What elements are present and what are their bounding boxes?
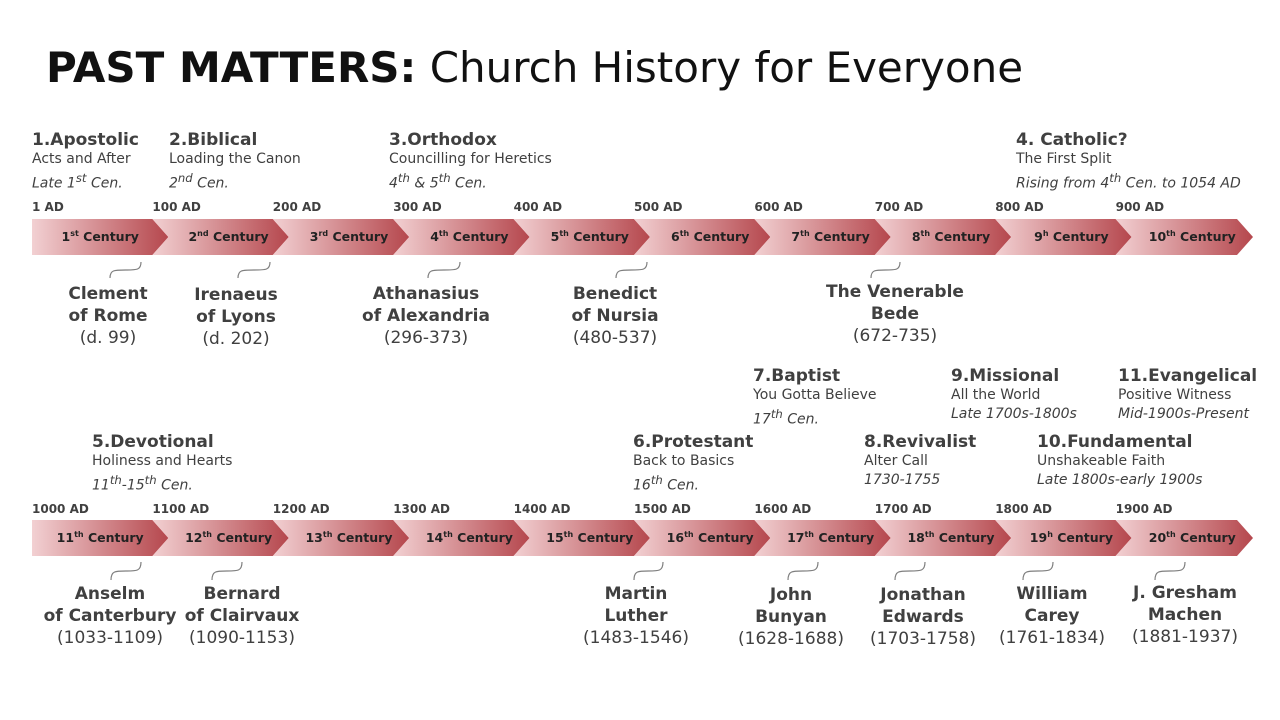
person-dates: (1483-1546) <box>583 628 689 648</box>
century-text: 11th Century <box>56 530 144 546</box>
connector-bracket <box>1023 562 1053 580</box>
era-heading: 1.Apostolic <box>32 130 139 150</box>
era-subtitle: You Gotta Believe <box>753 387 877 403</box>
era-heading: 11.Evangelical <box>1118 366 1258 386</box>
person-name-line2: Bunyan <box>755 607 827 627</box>
person-name-line2: Machen <box>1147 605 1223 625</box>
person-dates: (1090-1153) <box>189 628 295 648</box>
tick-label: 1000 AD <box>32 502 89 516</box>
person-name: Jonathan <box>880 585 966 605</box>
century-text: 17th Century <box>787 530 875 546</box>
century-text: 12th Century <box>185 530 273 546</box>
era-heading: 7.Baptist <box>753 366 841 386</box>
era-date: Rising from 4th Cen. to 1054 AD <box>1016 171 1241 192</box>
tick-label: 200 AD <box>272 200 322 214</box>
tick-label: 1900 AD <box>1115 502 1173 516</box>
century-text: 15th Century <box>546 530 634 546</box>
era-heading: 3.Orthodox <box>389 130 497 150</box>
connector-bracket <box>111 562 141 580</box>
tick-label: 1600 AD <box>754 502 812 516</box>
century-text: 1st Century <box>61 229 139 245</box>
century-text: 10th Century <box>1148 229 1236 245</box>
era-date: 1730-1755 <box>864 472 941 488</box>
person-dates: (1033-1109) <box>57 628 163 648</box>
person-name: William <box>1016 584 1088 604</box>
era-subtitle: All the World <box>951 387 1041 403</box>
era-heading: 4. Catholic? <box>1016 130 1128 150</box>
tick-label: 1300 AD <box>393 502 451 516</box>
connector-bracket <box>1155 562 1185 580</box>
era-heading: 9.Missional <box>951 366 1060 386</box>
century-text: 16th Century <box>666 530 754 546</box>
tick-label: 500 AD <box>634 200 683 214</box>
tick-label: 300 AD <box>393 200 442 214</box>
era-date: 4th & 5th Cen. <box>389 171 487 192</box>
person-name-line2: of Alexandria <box>362 306 490 326</box>
century-text: 18th Century <box>907 530 995 546</box>
century-text: 9$^h$ Century <box>1034 229 1109 245</box>
person-name-line2: Edwards <box>882 607 964 627</box>
person-name-line2: Luther <box>604 606 668 626</box>
connector-bracket <box>616 262 647 278</box>
era-subtitle: Positive Witness <box>1118 387 1232 403</box>
era-heading: 2.Biblical <box>169 130 258 150</box>
person-name: Clement <box>68 284 148 304</box>
era-subtitle: Unshakeable Faith <box>1037 453 1166 469</box>
person-name-line2: of Canterbury <box>43 606 177 626</box>
person-name: Irenaeus <box>194 285 278 305</box>
person-dates: (296-373) <box>383 328 469 348</box>
connector-bracket <box>428 262 460 278</box>
connector-bracket <box>110 262 141 278</box>
person-name: Bernard <box>203 584 281 604</box>
person-name-line2: Bede <box>870 304 920 324</box>
person-name: J. Gresham <box>1133 583 1237 603</box>
connector-bracket <box>788 562 818 580</box>
person-name: Benedict <box>572 284 658 304</box>
era-subtitle: The First Split <box>1016 151 1112 167</box>
tick-label: 1500 AD <box>634 502 691 516</box>
person-name-line2: of Clairvaux <box>184 606 300 626</box>
era-heading: 8.Revivalist <box>864 432 977 452</box>
century-text: 20th Century <box>1148 530 1236 546</box>
era-date: Late 1800s-early 1900s <box>1037 472 1203 488</box>
century-text: 6th Century <box>671 229 750 245</box>
person-dates: (1628-1688) <box>738 629 844 649</box>
person-name: Anselm <box>74 584 146 604</box>
tick-label: 1400 AD <box>513 502 571 516</box>
era-subtitle: Holiness and Hearts <box>92 453 233 469</box>
person-name: John <box>769 585 813 605</box>
person-dates: (d. 99) <box>79 328 137 348</box>
person-dates: (1761-1834) <box>999 628 1105 648</box>
person-dates: (672-735) <box>852 326 938 346</box>
century-text: 7th Century <box>791 229 870 245</box>
tick-label: 1200 AD <box>272 502 330 516</box>
era-heading: 6.Protestant <box>633 432 754 452</box>
century-text: 13th Century <box>305 530 393 546</box>
century-text: 3rd Century <box>309 229 389 245</box>
era-date: 16th Cen. <box>633 473 699 494</box>
person-name-line2: of Rome <box>68 306 148 326</box>
century-text: 14th Century <box>425 530 513 546</box>
title-bold: PAST MATTERS: <box>46 43 417 92</box>
person-name-line2: of Lyons <box>196 307 276 327</box>
tick-label: 800 AD <box>995 200 1044 214</box>
era-subtitle: Councilling for Heretics <box>389 151 552 167</box>
person-name: The Venerable <box>826 282 964 302</box>
tick-label: 1800 AD <box>995 502 1053 516</box>
era-heading: 5.Devotional <box>92 432 214 452</box>
era-date: Late 1700s-1800s <box>951 406 1077 422</box>
title-rest: Church History for Everyone <box>416 43 1024 92</box>
connector-bracket <box>895 562 925 580</box>
connector-bracket <box>212 562 242 580</box>
person-dates: (1703-1758) <box>870 629 976 649</box>
person-name-line2: of Nursia <box>571 306 659 326</box>
century-text: 5th Century <box>550 229 629 245</box>
person-dates: (480-537) <box>572 328 658 348</box>
tick-label: 600 AD <box>754 200 803 214</box>
tick-label: 1700 AD <box>874 502 932 516</box>
era-date: 17th Cen. <box>753 407 819 428</box>
era-subtitle: Loading the Canon <box>169 151 301 167</box>
tick-label: 900 AD <box>1115 200 1165 214</box>
era-date: Late 1st Cen. <box>32 171 123 192</box>
person-name: Martin <box>604 584 668 604</box>
person-name: Athanasius <box>372 284 480 304</box>
era-subtitle: Alter Call <box>864 453 928 469</box>
era-date: 2nd Cen. <box>169 171 229 192</box>
tick-label: 100 AD <box>152 200 201 214</box>
tick-label: 700 AD <box>874 200 924 214</box>
era-heading: 10.Fundamental <box>1037 432 1193 452</box>
person-name-line2: Carey <box>1024 606 1080 626</box>
century-text: 19$^h$ Century <box>1029 530 1113 546</box>
century-text: 8th Century <box>911 229 991 245</box>
tick-label: 1100 AD <box>152 502 210 516</box>
century-text: 4th Century <box>430 229 509 245</box>
century-text: 2nd Century <box>188 229 269 245</box>
person-dates: (d. 202) <box>202 329 270 349</box>
era-date: Mid-1900s-Present <box>1118 406 1249 422</box>
era-subtitle: Acts and After <box>32 151 131 167</box>
connector-bracket <box>871 262 900 278</box>
connector-bracket <box>634 562 663 580</box>
connector-bracket <box>238 262 270 278</box>
tick-label: 1 AD <box>32 200 64 214</box>
tick-label: 400 AD <box>513 200 563 214</box>
person-dates: (1881-1937) <box>1132 627 1238 647</box>
era-date: 11th-15th Cen. <box>92 473 193 494</box>
era-subtitle: Back to Basics <box>633 453 735 469</box>
